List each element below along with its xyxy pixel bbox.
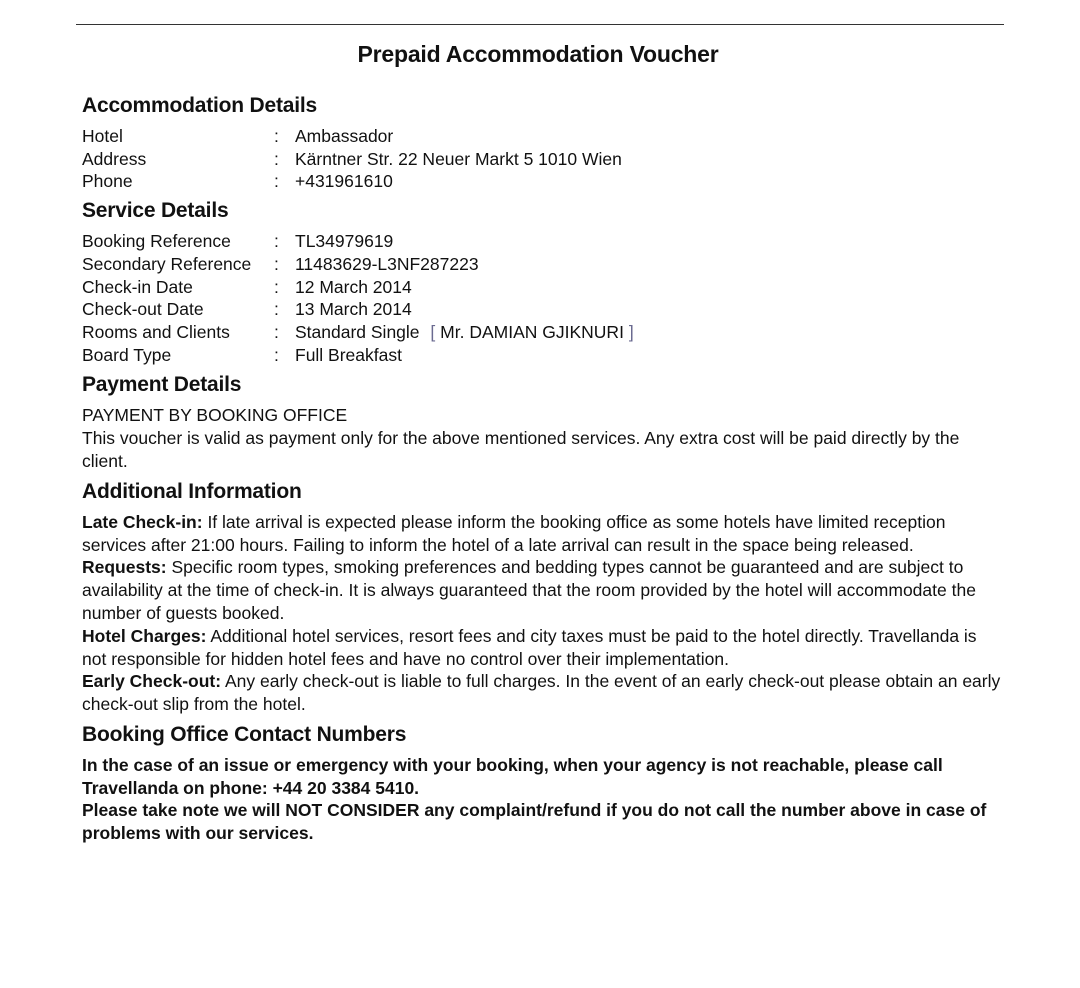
additional-info-section: [82, 478, 1002, 716]
detail-row-phone: [82, 170, 1002, 193]
payment-method: PAYMENT BY BOOKING OFFICE: [82, 405, 348, 426]
contact-section: [82, 721, 1002, 845]
check-out-date: 13 March 2014: [295, 299, 412, 320]
separator: :: [274, 276, 279, 297]
payment-section: [82, 371, 1002, 472]
check-in-date: 12 March 2014: [295, 276, 412, 297]
detail-label: Rooms and Clients: [82, 321, 230, 342]
separator: :: [274, 126, 279, 146]
detail-label: Address: [82, 148, 147, 169]
hotel-address: Kärntner Str. 22 Neuer Markt 5 1010 Wien: [295, 148, 622, 169]
separator: :: [274, 231, 279, 252]
detail-row-booking-reference: [82, 230, 1002, 253]
info-text: Additional hotel services, resort fees and city taxes must be paid to the hotel directly. Travellanda is not responsible for hidden hotel fees and have no control over their implementation.: [82, 625, 977, 669]
room-type: Standard Single: [295, 321, 420, 342]
info-label: Early Check-out:: [82, 671, 222, 692]
separator: :: [274, 321, 279, 342]
separator: :: [274, 344, 279, 365]
separator: :: [274, 171, 279, 192]
separator: :: [274, 299, 279, 320]
detail-label: Check-in Date: [82, 276, 193, 297]
accommodation-details: [82, 125, 1002, 193]
detail-row-rooms-clients: [82, 321, 1002, 344]
detail-row-check-in: [82, 276, 1002, 299]
bracket-open: [: [430, 321, 436, 342]
info-early-check-out: [82, 670, 1002, 716]
info-requests: [82, 556, 1002, 624]
client-name: Mr. DAMIAN GJIKNURI: [440, 321, 624, 342]
booking-reference: TL34979619: [295, 231, 394, 252]
detail-label: Secondary Reference: [82, 253, 252, 274]
section-heading: Payment Details: [82, 373, 242, 397]
info-label: Requests:: [82, 557, 167, 578]
info-text: If late arrival is expected please inform the booking office as some hotels have limited reception services after 21:00 hours. Failing to inform the hotel of a late arrival can result in the space being released.: [82, 511, 946, 555]
section-heading: Accommodation Details: [82, 94, 318, 117]
room-and-client: [295, 321, 1002, 344]
info-text: Specific room types, smoking preferences and bedding types cannot be guaranteed and are subject to availability at the time of check-in. It is always guaranteed that the room provided by the hotel will accommodate the number of guests booked.: [82, 557, 976, 623]
info-late-check-in: [82, 511, 1002, 557]
section-heading: Booking Office Contact Numbers: [82, 722, 407, 746]
voucher-body: [82, 92, 1002, 845]
separator: :: [274, 253, 279, 274]
separator: :: [274, 148, 279, 169]
detail-row-hotel: [82, 125, 1002, 148]
detail-row-secondary-reference: [82, 253, 1002, 276]
secondary-reference: 11483629-L3NF287223: [295, 253, 479, 274]
board-type: Full Breakfast: [295, 344, 402, 365]
complaint-warning-text: Please take note we will NOT CONSIDER any complaint/refund if you do not call the number above in case of problems with our services.: [82, 800, 987, 844]
info-label: Late Check-in:: [82, 511, 203, 532]
detail-label: Hotel: [82, 126, 123, 146]
hotel-name: Ambassador: [295, 126, 394, 146]
section-heading: Service Details: [82, 199, 229, 223]
detail-row-board-type: [82, 344, 1002, 367]
detail-label: Board Type: [82, 344, 172, 365]
detail-label: Phone: [82, 171, 133, 192]
detail-label: Check-out Date: [82, 299, 204, 320]
hotel-phone: +431961610: [295, 171, 393, 192]
info-label: Hotel Charges:: [82, 625, 207, 646]
detail-row-check-out: [82, 298, 1002, 321]
bracket-close: ]: [628, 321, 634, 342]
detail-label: Booking Reference: [82, 231, 231, 252]
section-heading: Additional Information: [82, 479, 302, 503]
info-text: Any early check-out is liable to full charges. In the event of an early check-out please obtain an early check-out slip from the hotel.: [82, 671, 1001, 715]
top-divider: [76, 24, 1004, 25]
payment-note: This voucher is valid as payment only for the above mentioned services. Any extra cost will be paid directly by the client.: [82, 428, 960, 471]
service-section: [82, 197, 1002, 366]
page-title: Prepaid Accommodation Voucher: [357, 41, 719, 67]
detail-row-address: [82, 148, 1002, 171]
service-details: [82, 230, 1002, 366]
emergency-contact-text: In the case of an issue or emergency with your booking, when your agency is not reachable, please call Travellanda on phone: +44 20 3384 5410.: [82, 754, 943, 798]
info-hotel-charges: [82, 625, 1002, 671]
accommodation-section: [82, 92, 1002, 193]
